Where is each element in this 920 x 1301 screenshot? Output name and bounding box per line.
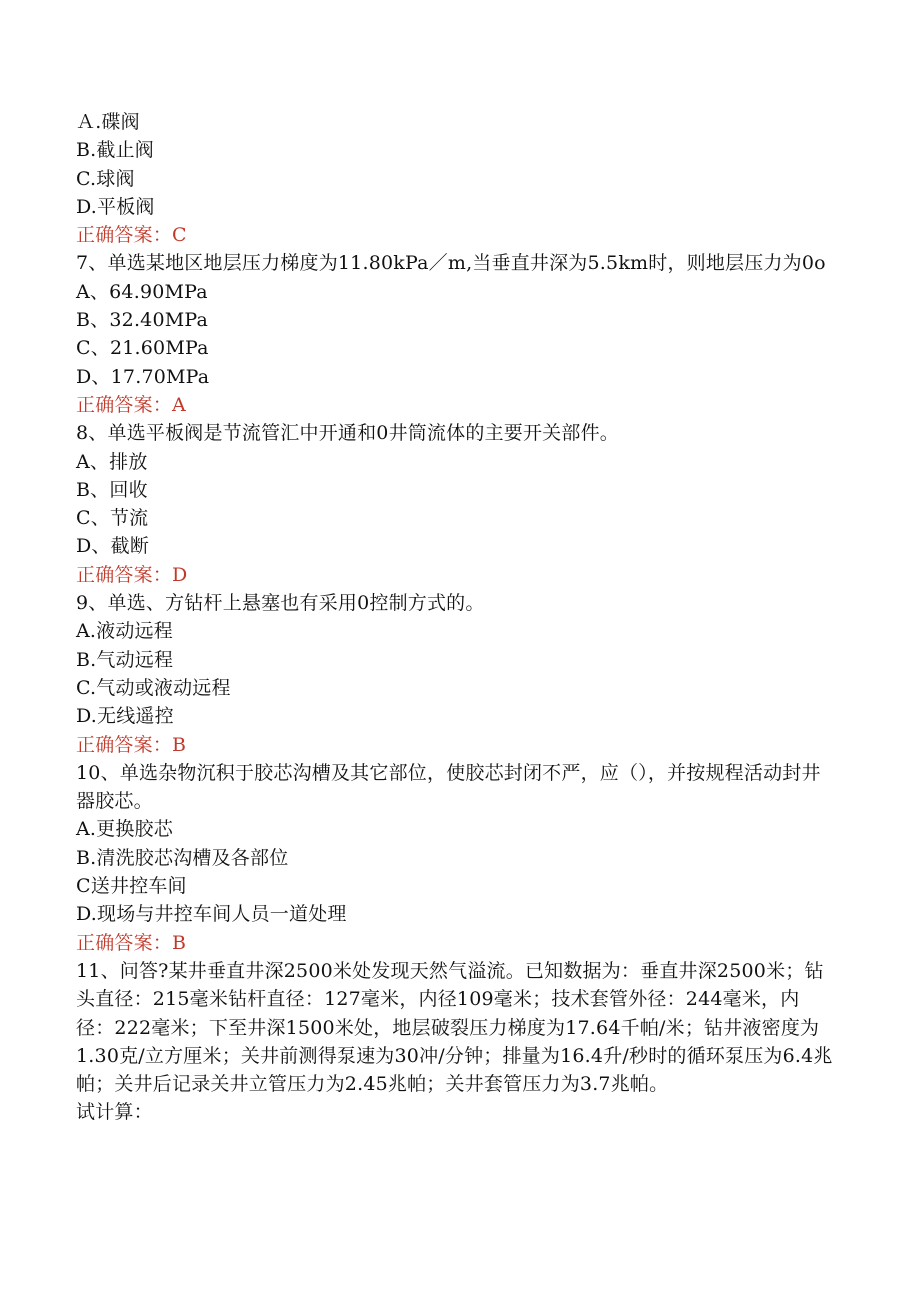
option-b: B.气动远程 (76, 648, 174, 671)
answer-line (76, 221, 846, 249)
option-d: D、截断 (76, 535, 150, 558)
option-d: D.无线遥控 (76, 705, 174, 728)
option-b: B、回收 (76, 478, 148, 501)
answer-label: 正确答案： (76, 393, 173, 416)
option-d: D.现场与井控车间人员一道处理 (76, 903, 347, 926)
option-c: C、21.60MPa (76, 337, 209, 360)
answer-value: C (172, 224, 187, 247)
answer-label: 正确答案： (76, 931, 173, 954)
answer-value: B (172, 931, 187, 954)
answer-line (76, 929, 846, 957)
option-c: C.球阀 (76, 167, 135, 190)
option-d: D、17.70MPa (76, 365, 210, 388)
answer-label: 正确答案： (76, 563, 173, 586)
option-a: A.液动远程 (76, 620, 173, 643)
question-prompt: 试计算： (76, 1101, 153, 1124)
question-stem: 8、单选平板阀是节流管汇中开通和0井筒流体的主要开关部件。 (76, 422, 619, 445)
answer-value: D (172, 563, 188, 586)
option-b: B、32.40MPa (76, 309, 209, 332)
option-a: Ａ.碟阀 (76, 111, 140, 133)
option-b: B.清洗胶芯沟槽及各部位 (76, 846, 289, 869)
question-stem: 11、问答?某井垂直井深2500米处发现天然气溢流。已知数据为：垂直井深2500米；钻头直径：215毫米钻杆直径：127毫米，内径109毫米；技术套管外径：244毫米，内径：222毫米；下至井深1500米处，地层破裂压力梯度为17.64千帕/米；钻井液密度为1.30克/立方厘米；关井前测得泵速为30冲/分钟；排量为16.4升/秒时的循环泵压为6.4兆帕；关井后记录关井立管压力为2.45兆帕；关井套管压力为3.7兆帕。 (76, 959, 833, 1096)
answer-line (76, 561, 846, 589)
question-stem: 9、单选、方钻杆上悬塞也有采用0控制方式的。 (76, 592, 485, 615)
option-c: C送井控车间 (76, 875, 187, 898)
option-c: C、节流 (76, 507, 149, 530)
answer-value: A (172, 393, 186, 416)
question-stem: 7、单选某地区地层压力梯度为11.80kPa／m,当垂直井深为5.5km时，则地层压力为0o (76, 252, 826, 275)
option-a: A.更换胶芯 (76, 818, 173, 841)
answer-line (76, 731, 846, 759)
question-stem: 10、单选杂物沉积于胶芯沟槽及其它部位，使胶芯封闭不严，应（），并按规程活动封井器胶芯。 (76, 761, 821, 813)
answer-value: B (172, 733, 187, 756)
option-b: B.截止阀 (76, 139, 155, 162)
answer-label: 正确答案： (76, 733, 173, 756)
answer-label: 正确答案： (76, 224, 173, 247)
option-a: A、排放 (76, 450, 148, 473)
document-page (76, 108, 846, 1127)
answer-line (76, 391, 846, 419)
option-d: D.平板阀 (76, 195, 155, 218)
option-a: A、64.90MPa (76, 280, 208, 303)
option-c: C.气动或液动远程 (76, 676, 231, 699)
